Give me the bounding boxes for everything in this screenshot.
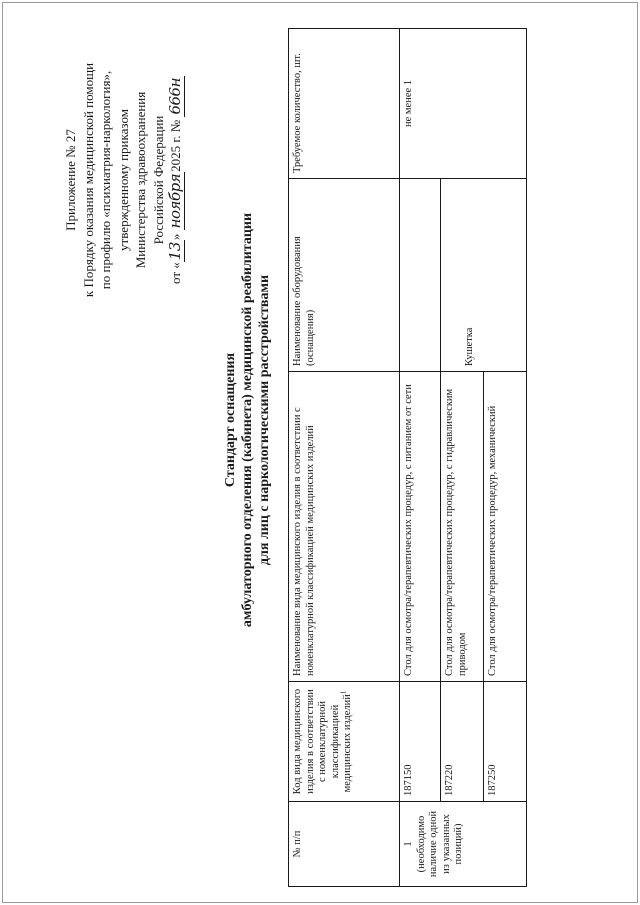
equipment-name: Кушетка — [464, 327, 475, 366]
appendix-line: по профилю «психиатрия-наркология», — [98, 70, 113, 290]
device-name-cell: Стол для осмотра/терапевтических процедур, с питанием от сети — [400, 372, 441, 682]
header-code — [289, 682, 400, 802]
row-number-cell — [400, 802, 527, 887]
title-line: Стандарт оснащения — [223, 352, 238, 488]
date-prefix: от « — [168, 262, 183, 284]
appendix-block — [62, 10, 185, 350]
appendix-number: Приложение № 27 — [63, 129, 78, 231]
header-quantity: Требуемое количество, шт. — [289, 29, 400, 179]
row-number: 1 — [403, 841, 414, 847]
device-name-cell: Стол для осмотра/терапевтических процедур, с гидравлическим приводом — [441, 372, 484, 682]
equipment-cell — [441, 179, 527, 372]
table-row — [400, 29, 441, 887]
equipment-cell-top — [400, 179, 441, 372]
code-cell: 187220 — [441, 682, 484, 802]
table-header-row — [289, 29, 400, 887]
header-equipment: Наименование оборудования (оснащения) — [289, 179, 400, 372]
appendix-line: утвержденному приказом — [115, 109, 131, 251]
code-cell: 187150 — [400, 682, 441, 802]
date-mid: » — [168, 233, 183, 241]
date-month: ноября — [166, 173, 184, 229]
footnote-marker: 1 — [339, 690, 348, 695]
device-name-cell: Стол для осмотра/терапевтических процедур, механический — [484, 372, 527, 682]
appendix-line: к Порядку оказания медицинской помощи — [80, 62, 96, 298]
header-device-name: Наименование вида медицинского изделия в соответствии с номенклатурной классификацией медицинских изделий — [289, 372, 400, 682]
document-title — [222, 35, 273, 805]
date-year: 2025 г. № — [168, 119, 183, 172]
equipment-table — [288, 28, 527, 887]
date-day: 13 — [166, 242, 184, 261]
title-line: амбулаторного отделения (кабинета) медицинской реабилитации — [240, 212, 255, 628]
order-date-line — [167, 10, 185, 350]
title-line: для лиц с наркологическими расстройствами — [257, 274, 272, 566]
quantity-cell: не менее 1 — [400, 29, 527, 179]
appendix-line: Российской Федерации — [150, 115, 166, 245]
header-number: № п/п — [289, 802, 400, 887]
code-cell: 187250 — [484, 682, 527, 802]
order-number: 666н — [166, 78, 184, 115]
appendix-line: Министерства здравоохранения — [133, 91, 148, 269]
row-note: (необходимо наличие одной из указанных позиций) — [415, 810, 464, 878]
header-code-text: Код вида медицинского изделия в соответствии с номенклатурной классификацией медицинских изделий — [292, 688, 353, 795]
